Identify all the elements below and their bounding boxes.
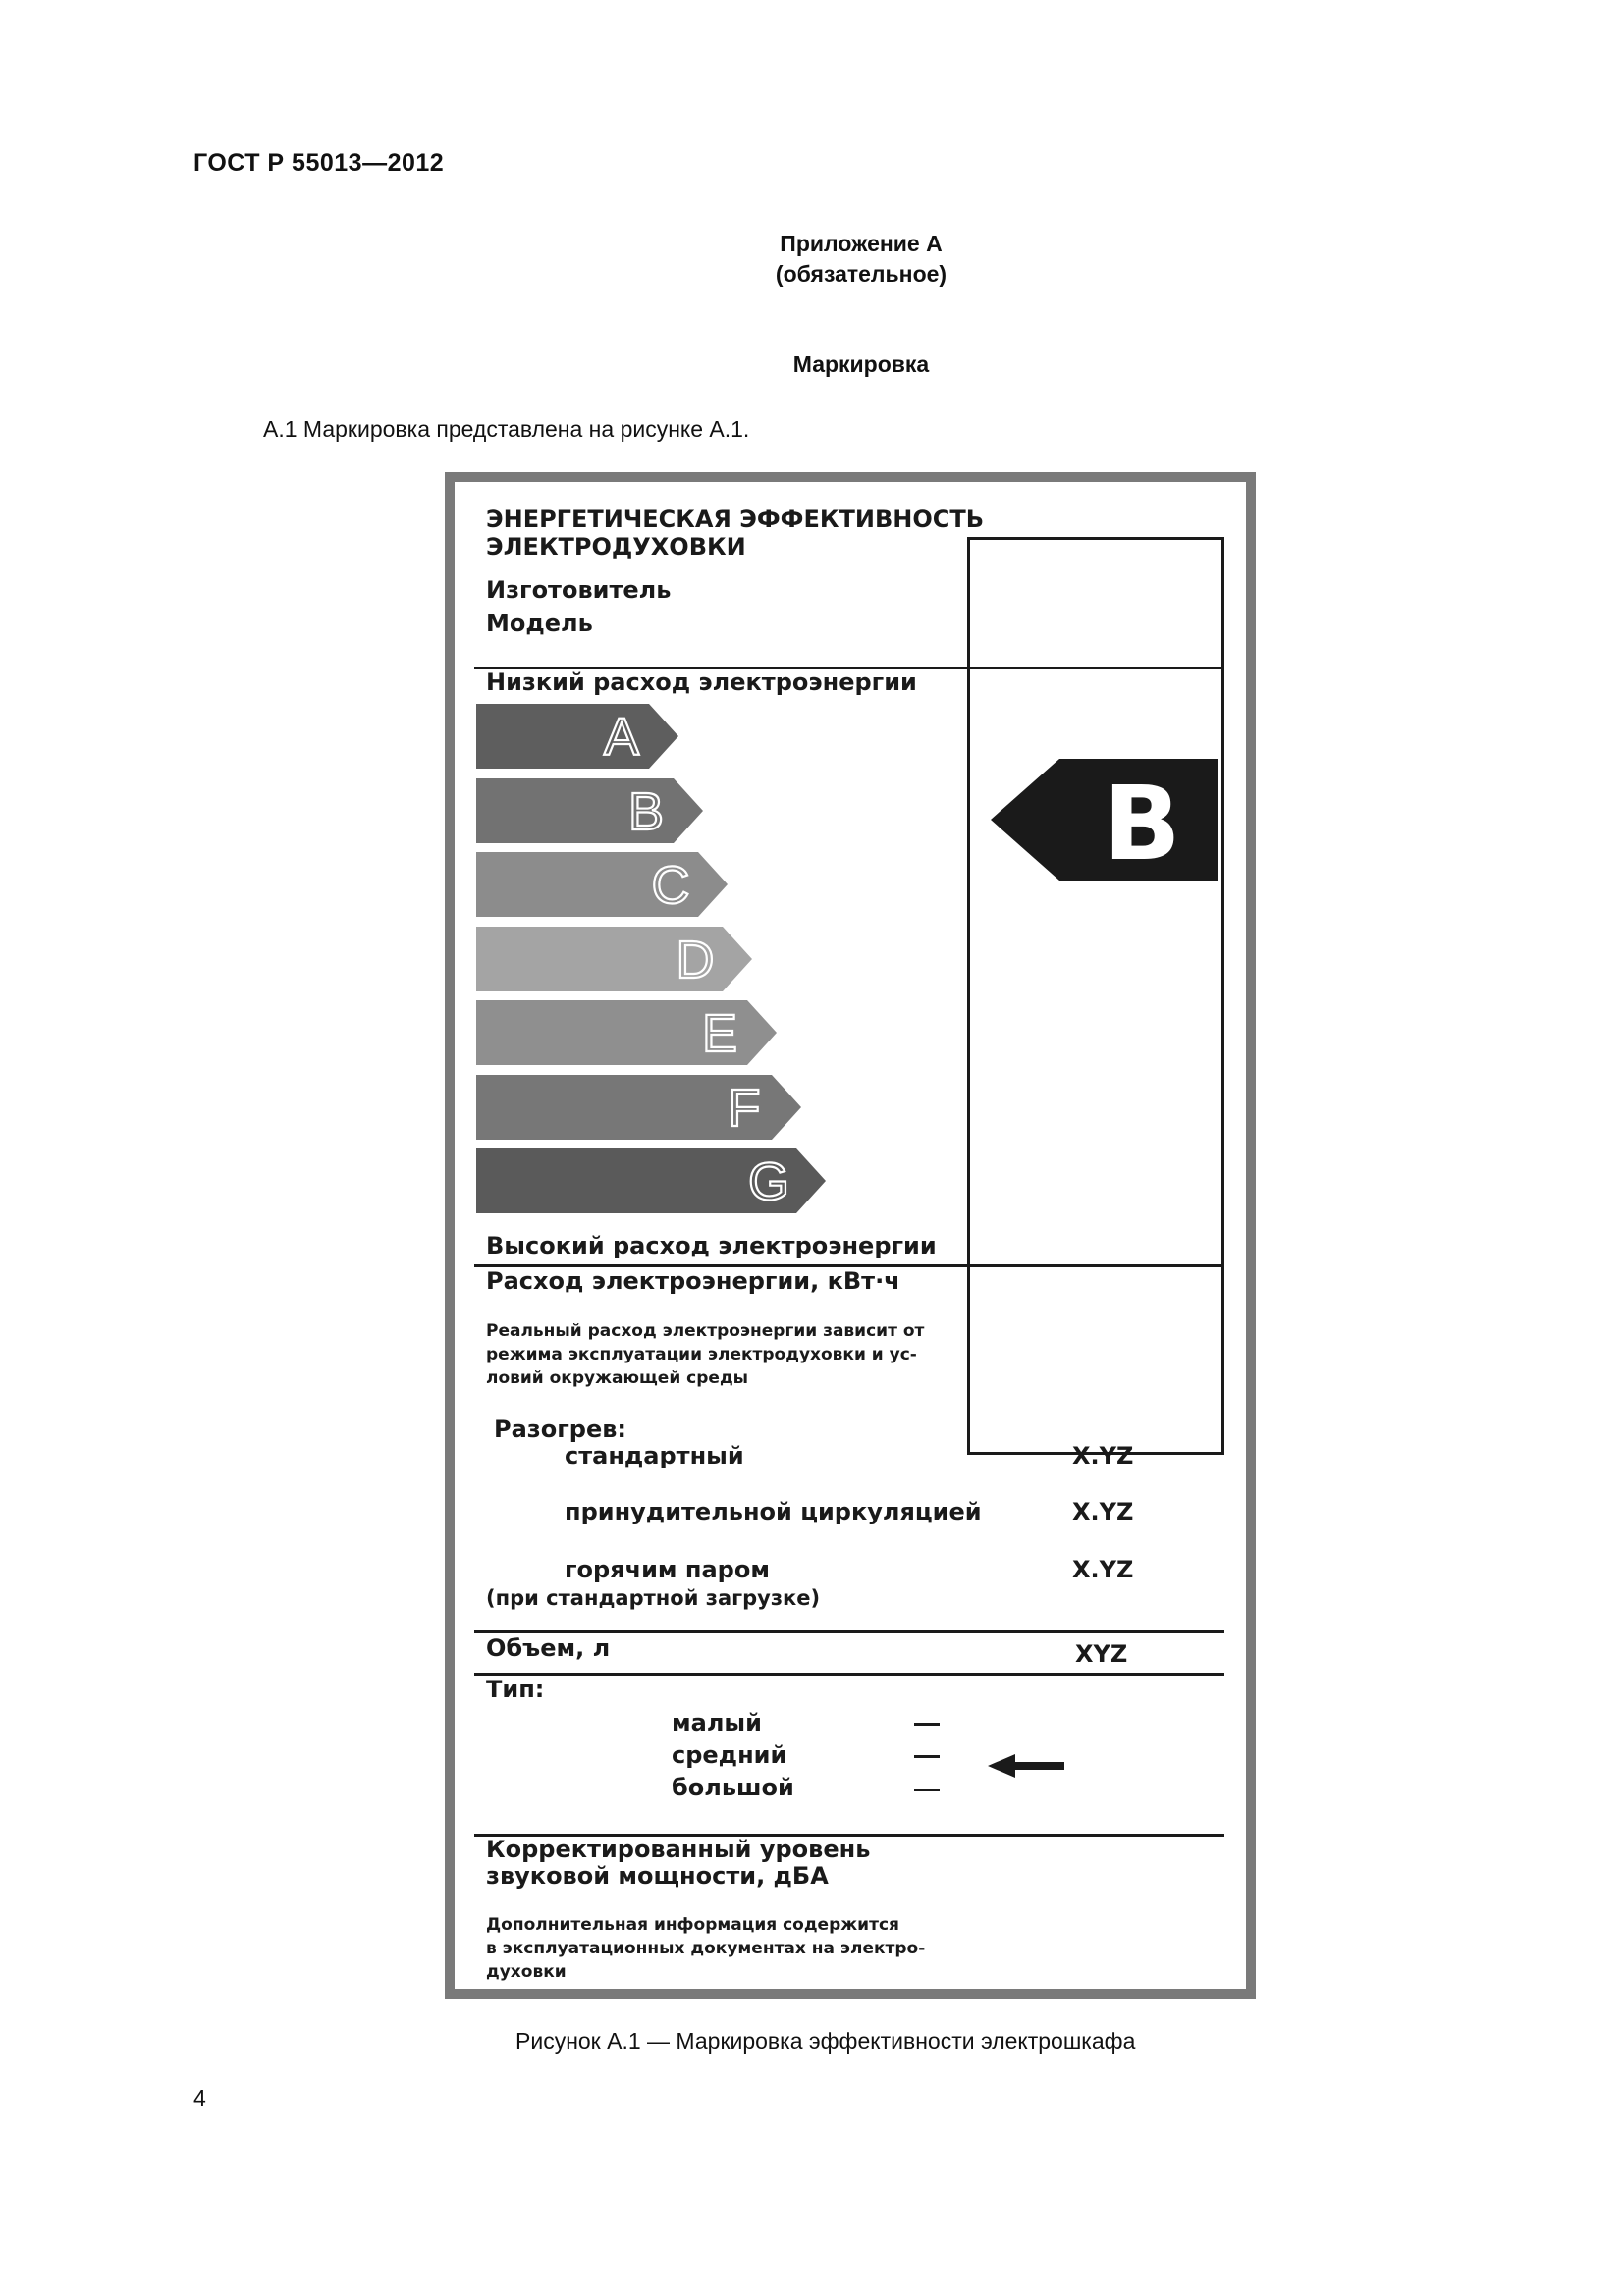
right-column-right-border xyxy=(1221,537,1224,1455)
additional-info xyxy=(486,1913,925,1984)
manufacturer-label: Изготовитель xyxy=(486,576,672,604)
separator-type xyxy=(474,1673,1224,1676)
energy-class-bar xyxy=(476,1000,781,1065)
right-column-top-border xyxy=(967,537,1224,540)
type-dash xyxy=(914,1723,940,1726)
energy-class-letter: F xyxy=(728,1078,761,1138)
model-label: Модель xyxy=(486,610,593,637)
energy-class-letter: A xyxy=(603,708,640,767)
additional-info-line1: Дополнительная информация содержится xyxy=(486,1915,899,1935)
energy-class-bar xyxy=(476,927,756,991)
type-dash xyxy=(914,1789,940,1791)
heating-mode-value: X.YZ xyxy=(1072,1556,1134,1583)
noise-label xyxy=(486,1837,870,1890)
appendix-type: (обязательное) xyxy=(775,261,947,287)
high-consumption-label: Высокий расход электроэнергии xyxy=(486,1232,937,1259)
section-title: Маркировка xyxy=(792,351,930,377)
energy-label xyxy=(445,472,1256,1999)
heating-mode-name: принудительной циркуляцией xyxy=(565,1498,982,1525)
type-label: Тип: xyxy=(486,1676,545,1703)
standard-load-note: (при стандартной загрузке) xyxy=(486,1586,821,1610)
energy-class-bar xyxy=(476,1075,805,1140)
document-header: ГОСТ Р 55013—2012 xyxy=(193,149,445,177)
energy-class-letter: B xyxy=(627,781,665,841)
energy-class-bar xyxy=(476,852,731,917)
energy-class-letter: D xyxy=(676,930,715,989)
label-title xyxy=(486,506,984,561)
intro-paragraph: А.1 Маркировка представлена на рисунке А.1. xyxy=(263,416,750,442)
page-number: 4 xyxy=(193,2085,206,2110)
energy-class-letter: C xyxy=(651,856,690,915)
noise-label-line2: звуковой мощности, дБА xyxy=(486,1862,829,1890)
consumption-title: Расход электроэнергии, кВт·ч xyxy=(486,1267,900,1295)
label-title-line1: ЭНЕРГЕТИЧЕСКАЯ ЭФФЕКТИВНОСТЬ xyxy=(486,506,984,533)
additional-info-line3: духовки xyxy=(486,1962,567,1982)
heating-mode-value: X.YZ xyxy=(1072,1442,1134,1469)
heating-mode-name: стандартный xyxy=(565,1442,744,1469)
heating-title: Разогрев: xyxy=(494,1415,626,1443)
volume-value: XYZ xyxy=(1075,1640,1128,1668)
energy-class-letter: G xyxy=(747,1152,790,1211)
energy-class-bar xyxy=(476,1148,830,1213)
energy-label-inner xyxy=(455,482,1246,1989)
energy-class-letter: E xyxy=(701,1004,738,1063)
type-option: средний xyxy=(672,1741,787,1769)
noise-label-line1: Корректированный уровень xyxy=(486,1836,871,1863)
type-option: большой xyxy=(672,1774,794,1801)
type-dash xyxy=(914,1755,940,1758)
energy-class-bar xyxy=(476,778,707,843)
heating-mode-name: горячим паром xyxy=(565,1556,770,1583)
appendix-title: Приложение А xyxy=(780,231,943,256)
current-class-indicator xyxy=(991,759,1222,885)
label-title-line2: ЭЛЕКТРОДУХОВКИ xyxy=(486,533,746,561)
low-consumption-label: Низкий расход электроэнергии xyxy=(486,668,917,696)
consumption-note xyxy=(486,1319,924,1390)
selected-type-arrow-icon xyxy=(988,1752,1066,1785)
separator-volume xyxy=(474,1630,1224,1633)
consumption-note-line3: ловий окружающей среды xyxy=(486,1368,749,1388)
consumption-note-line2: режима эксплуатации электродуховки и ус- xyxy=(486,1345,917,1364)
current-class-letter: B xyxy=(1103,764,1181,881)
additional-info-line2: в эксплуатационных документах на электро- xyxy=(486,1939,926,1958)
right-column-left-border xyxy=(967,537,970,1455)
energy-class-bar xyxy=(476,704,682,769)
heating-mode-value: X.YZ xyxy=(1072,1498,1134,1525)
consumption-note-line1: Реальный расход электроэнергии зависит от xyxy=(486,1321,925,1341)
type-option: малый xyxy=(672,1709,762,1736)
volume-label: Объем, л xyxy=(486,1634,611,1662)
figure-caption: Рисунок А.1 — Маркировка эффективности электрошкафа xyxy=(515,2028,1136,2054)
